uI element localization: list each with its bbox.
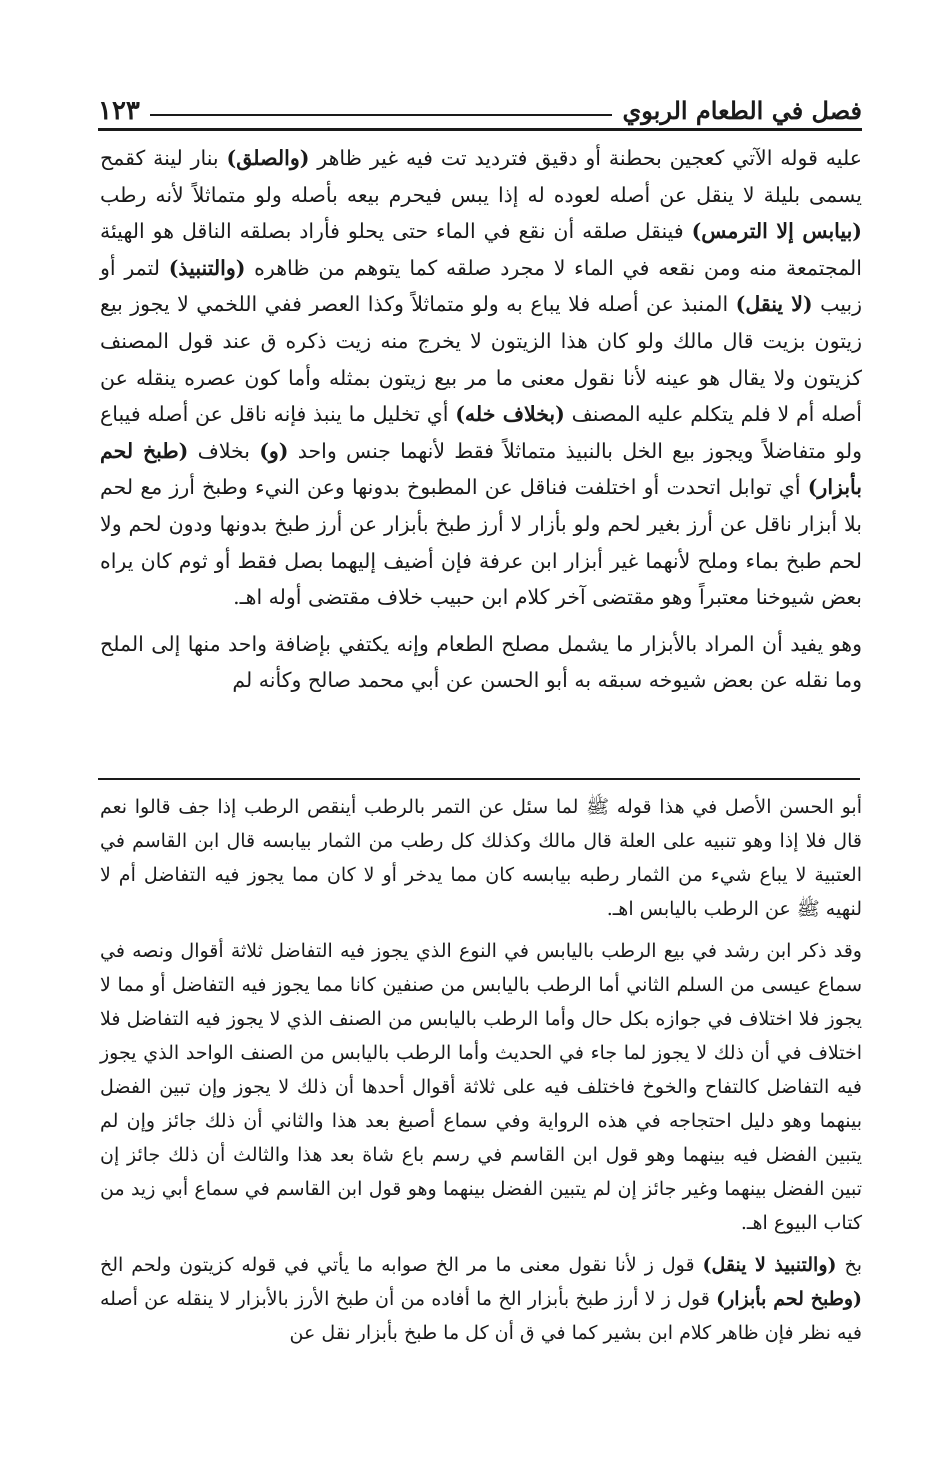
chapter-title: فصل في الطعام الربوي [622, 96, 862, 125]
bold-term: (والصلق) [226, 146, 310, 170]
footnotes [100, 790, 862, 1350]
main-text [100, 140, 862, 699]
footnote-paragraph-1: أبو الحسن الأصل في هذا قوله ﷺ لما سئل عن التمر بالرطب أينقص الرطب إذا جف قالوا نعم قال فلا إذا وهو تنبيه على العلة قال مالك وكذلك كل رطب من الثمار بيابسه قال ابن القاسم في العتبية لا يباع شيء من الثمار رطبه بيابسه كان مما يدخر أو لا كان مما يجوز فيه التفاضل أم لا لنهيه ﷺ عن الرطب باليابس اهـ. [100, 796, 862, 920]
bold-term: (لا ينقل) [735, 292, 813, 317]
main-paragraph-1: عليه قوله الآتي كعجين بحطنة أو دقيق فترديد تت فيه غير ظاهر (والصلق) بنار لينة كقمح يسمى بليلة لا ينقل عن أصله لعوده له إذا يبس فيحرم بيعه بأصله ولو متماثلاً لأنه رطب (بيابس إلا الترمس) فينقل صلقه أن نقع في الماء حتى يحلو فأراد بصلقه الناقل هو الهيئة المجتمعة منه ومن نقعه في الماء لا مجرد صلقه كما يتوهم من ظاهره (والتنبيذ) لتمر أو زبيب (لا ينقل) المنبذ عن أصله فلا يباع به ولو متماثلاً وكذا العصر ففي اللخمي لا يجوز بيع زيتون بزيت قال مالك ولو كان هذا الزيتون لا يخرج منه زيت ذكره ق عند قول المصنف كزيتون ولا يقال هو عينه لأنا نقول معنى ما مر بيع زيتون بمثله وأما كون عصره ينقله عن أصله أم لا فلم يتكلم عليه المصنف (بخلاف خله) أي تخليل ما ينبذ فإنه ناقل عن أصله فيباع ولو متفاضلاً ويجوز بيع الخل بالنبيذ متماثلاً فقط لأنهما جنس واحد (و) بخلاف (طبخ لحم بأبزار) أي توابل اتحدت أو اختلفت فناقل عن المطبوخ بدونها وعن النيء وطبخ أرز مع لحم بلا أبزار ناقل عن أرز بغير لحم ولو بأزار لا أرز طبخ بأبزار عن أرز طبخ بدونها ودون لحم ولا لحم طبخ بماء وملح لأنهما غير أبزار ابن عرفة فإن أضيف إليهما بصل فقط أو ثوم كان يراه بعض شيوخنا معتبراً وهو مقتضى آخر كلام ابن حبيب خلاف مقتضى أوله اهـ. [100, 146, 863, 610]
bold-term: (والتنبيذ لا ينقل) [702, 1254, 837, 1276]
bold-term: (وطبخ لحم بأبزار) [716, 1288, 862, 1310]
main-paragraph-2: وهو يفيد أن المراد بالأبزار ما يشمل مصلح الطعام وإنه يكتفي بإضافة واحد منها إلى الملح وما نقله عن بعض شيوخه سبقه به أبو الحسن عن أبي محمد صالح وكأنه لم [100, 631, 862, 693]
bold-term: (طبخ لحم بأبزار) [100, 438, 862, 500]
page-number: ١٢٣ [98, 96, 140, 126]
bold-term: (بخلاف خله) [455, 402, 565, 427]
page-header [98, 86, 862, 126]
footnote-paragraph-3: بخ (والتنبيذ لا ينقل) قول ز لأنا نقول معنى ما مر الخ صوابه ما يأتي في قوله كزيتون ولحم الخ (وطبخ لحم بأبزار) قول ز لا أرز طبخ بأبزار الخ ما أفاده من أن طبخ الأرز بالأبزار لا ينقله عن أصله فيه نظر فإن ظاهر كلام ابن بشير كما في ق أن كل ما طبخ بأبزار نقل عن [100, 1254, 862, 1344]
bold-term: (و) [259, 438, 289, 463]
header-rule [98, 128, 862, 131]
footnote-separator [98, 778, 860, 780]
bold-term: (والتنبيذ) [168, 255, 246, 280]
footnote-paragraph-2: وقد ذكر ابن رشد في بيع الرطب باليابس في النوع الذي يجوز فيه التفاضل ثلاثة أقوال ونصه في سماع عيسى من السلم الثاني أما الرطب باليابس من صنفين كانا مما يجوز فيه التفاضل أو مما لا يجوز فلا اختلاف في جوازه بكل حال وأما الرطب باليابس من الصنف الذي لا يجوز فيه التفاضل فلا اختلاف في أن ذلك لا يجوز لما جاء في الحديث وأما الرطب باليابس من الصنف الواحد الذي يجوز فيه التفاضل كالتفاح والخوخ فاختلف فيه على ثلاثة أقوال أحدها أن ذلك لا يجوز وإن تبين الفضل بينهما وهو دليل احتجاجه في هذه الرواية وفي سماع أصبغ بعد هذا والثاني أن ذلك جائز وإن لم يتبين الفضل فيه بينهما وهو قول ابن القاسم في رسم باع شاة بعد هذا والثالث أن ذلك جائز إن تبين الفضل بينهما وغير جائز إن لم يتبين الفضل بينهما وهو قول ابن القاسم في سماع أبي زيد من كتاب البيوع اهـ. [100, 940, 862, 1234]
bold-term: (بيابس إلا الترمس) [691, 219, 863, 244]
header-leader-line [150, 114, 613, 116]
